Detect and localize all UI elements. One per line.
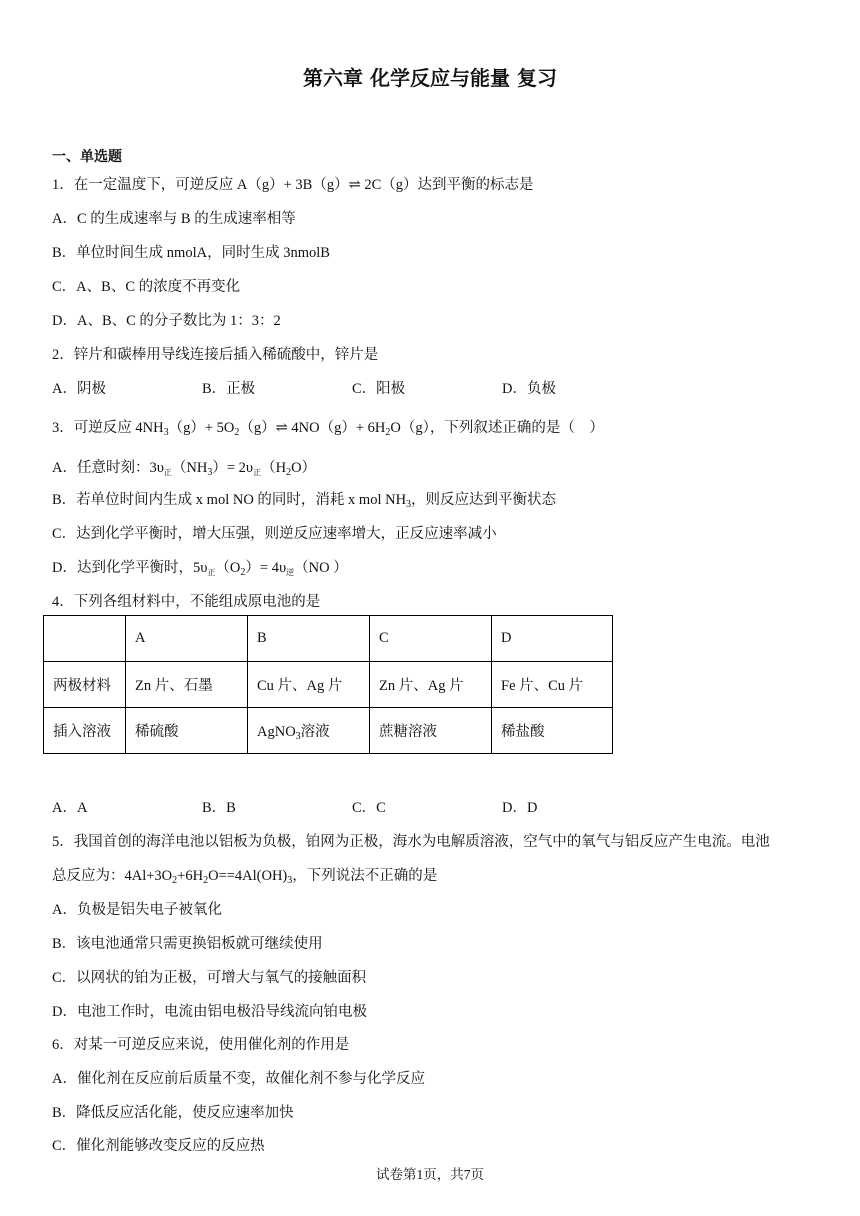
question-6-option-a[interactable]: A．催化剂在反应前后质量不变，故催化剂不参与化学反应 — [52, 1071, 425, 1087]
section-heading: 一、单选题 — [52, 149, 122, 165]
table-cell: 两极材料 — [44, 662, 126, 708]
table-cell: A — [126, 616, 248, 662]
question-4-option-b[interactable]: B．B — [202, 800, 236, 816]
question-2-option-a[interactable]: A．阴极 — [52, 381, 106, 397]
table-cell: Zn 片、Ag 片 — [370, 662, 492, 708]
question-3-option-d[interactable]: D．达到化学平衡时，$5\upsilon_正(O_2)= 4\upsilon_逆(NO$ ） — [52, 560, 348, 578]
question-2-option-c[interactable]: C．阳极 — [352, 381, 406, 397]
question-5-option-b[interactable]: B．该电池通常只需更换铝板就可继续使用 — [52, 936, 323, 952]
table-cell: 稀盐酸 — [492, 708, 613, 754]
question-6-stem: 6．对某一可逆反应来说，使用催化剂的作用是 — [52, 1037, 350, 1053]
table-cell — [44, 616, 126, 662]
question-5-option-a[interactable]: A．负极是铝失电子被氧化 — [52, 902, 222, 918]
question-3-option-a[interactable]: A．任意时刻：$3\upsilon_正(NH_3)= 2\upsilon_正(H_2O)$ — [52, 460, 317, 478]
page-title: 第六章 化学反应与能量 复习 — [303, 66, 557, 90]
table-header-row — [44, 616, 613, 662]
materials-table — [43, 615, 613, 754]
question-1-option-a[interactable]: A．C 的生成速率与 B 的生成速率相等 — [52, 211, 296, 227]
question-3-option-b[interactable]: B．若单位时间内生成 x mol NO 的同时，消耗 x mol $NH_3$，则反应达到平衡状态 — [52, 492, 557, 510]
table-row — [44, 708, 613, 754]
question-5-stem-line1: 5．我国首创的海洋电池以铝板为负极，铂网为正极，海水为电解质溶液，空气中的氧气与铝反应产生电流。电池 — [52, 834, 770, 850]
table-cell: 稀硫酸 — [126, 708, 248, 754]
table-cell: C — [370, 616, 492, 662]
table-cell: Cu 片、Ag 片 — [248, 662, 370, 708]
table-cell: Zn 片、石墨 — [126, 662, 248, 708]
question-4-option-c[interactable]: C．C — [352, 800, 386, 816]
question-3-option-c[interactable]: C．达到化学平衡时，增大压强，则逆反应速率增大，正反应速率减小 — [52, 526, 497, 542]
question-5-option-d[interactable]: D．电池工作时，电流由铝电极沿导线流向铂电极 — [52, 1004, 367, 1020]
question-4-option-a[interactable]: A．A — [52, 800, 88, 816]
table-cell: AgNO$_3$溶液 — [248, 708, 370, 754]
question-2-option-d[interactable]: D．负极 — [502, 381, 556, 397]
question-1-option-c[interactable]: C．A、B、C 的浓度不再变化 — [52, 279, 241, 295]
table-row — [44, 662, 613, 708]
table-cell: D — [492, 616, 613, 662]
question-5-stem-line2: 总反应为：$4Al+3O_2+6H_2O==4Al(OH)_3$，下列说法不正确的是 — [52, 868, 438, 886]
question-6-option-c[interactable]: C．催化剂能够改变反应的反应热 — [52, 1138, 265, 1154]
question-1-option-b[interactable]: B．单位时间生成 nmolA，同时生成 3nmolB — [52, 245, 330, 261]
question-2-stem: 2．锌片和碳棒用导线连接后插入稀硫酸中，锌片是 — [52, 347, 379, 363]
page-footer: 试卷第1页，共7页 — [376, 1167, 484, 1182]
question-3-stem: 3．可逆反应 $4NH_3(g)+$ $5O_2(g)\rightleftharpoons$ $4NO(g)+ 6H_2O(g)$，下列叙述正确的是（ ） — [52, 420, 604, 438]
table-cell: B — [248, 616, 370, 662]
table-cell: 插入溶液 — [44, 708, 126, 754]
question-5-option-c[interactable]: C．以网状的铂为正极，可增大与氧气的接触面积 — [52, 970, 367, 986]
table-cell: Fe 片、Cu 片 — [492, 662, 613, 708]
question-2-option-b[interactable]: B．正极 — [202, 381, 256, 397]
question-4-option-d[interactable]: D．D — [502, 800, 538, 816]
question-6-option-b[interactable]: B．降低反应活化能，使反应速率加快 — [52, 1105, 294, 1121]
table-cell: 蔗糖溶液 — [370, 708, 492, 754]
question-1-option-d[interactable]: D．A、B、C 的分子数比为 1：3：2 — [52, 313, 281, 329]
question-1-stem: 1．在一定温度下，可逆反应 A（g）+ 3B（g）⇌ 2C（g）达到平衡的标志是 — [52, 177, 534, 193]
question-4-stem: 4．下列各组材料中，不能组成原电池的是 — [52, 594, 321, 610]
